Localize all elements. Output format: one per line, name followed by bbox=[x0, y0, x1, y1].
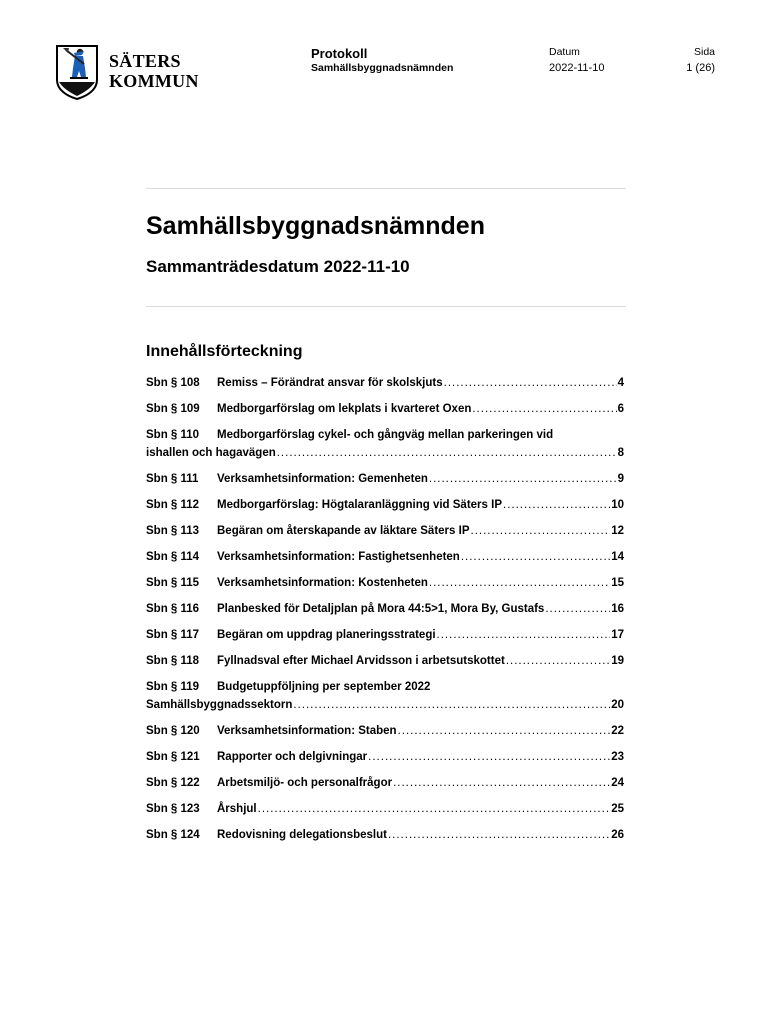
toc-entry-page: 25 bbox=[611, 803, 624, 815]
toc-entry[interactable] bbox=[146, 374, 624, 392]
header-date-value: 2022-11-10 bbox=[549, 62, 605, 74]
toc-entry[interactable] bbox=[146, 548, 624, 566]
toc-entry-number: Sbn § 109 bbox=[146, 403, 200, 415]
divider-bottom bbox=[146, 306, 626, 307]
toc-entry-number: Sbn § 116 bbox=[146, 603, 200, 615]
toc-entry-number: Sbn § 111 bbox=[146, 473, 199, 485]
toc-entry-title: Medborgarförslag om lekplats i kvarteret Oxen bbox=[217, 403, 472, 415]
toc-leader-dots bbox=[444, 374, 617, 392]
toc-entry-page: 15 bbox=[611, 577, 624, 589]
toc-entry[interactable] bbox=[146, 574, 624, 592]
toc-entry[interactable] bbox=[146, 400, 624, 418]
toc-leader-dots bbox=[368, 748, 610, 766]
toc-entry[interactable] bbox=[146, 826, 624, 844]
toc-entry-title: Verksamhetsinformation: Kostenheten bbox=[217, 577, 428, 589]
toc-entry[interactable] bbox=[146, 626, 624, 644]
toc-entry-page: 17 bbox=[611, 629, 624, 641]
toc-leader-dots bbox=[429, 574, 610, 592]
toc-entry-number: Sbn § 122 bbox=[146, 777, 200, 789]
toc-leader-dots bbox=[258, 800, 611, 818]
toc-entry-page: 23 bbox=[611, 751, 624, 763]
toc-entry[interactable] bbox=[146, 470, 624, 488]
toc-leader-dots bbox=[293, 696, 610, 714]
toc-entry-title: Remiss – Förändrat ansvar för skolskjuts bbox=[217, 377, 443, 389]
toc-entry-number: Sbn § 114 bbox=[146, 551, 200, 563]
header-page-label: Sida bbox=[693, 46, 715, 58]
toc-entry-title-continued: Samhällsbyggnadssektorn bbox=[146, 699, 293, 711]
toc-entry-page: 9 bbox=[617, 473, 624, 485]
toc-entry-title: Verksamhetsinformation: Gemenheten bbox=[217, 473, 428, 485]
toc-entry-page: 19 bbox=[611, 655, 624, 667]
toc-entry-title: Årshjul bbox=[217, 803, 257, 815]
toc-leader-dots bbox=[398, 722, 611, 740]
toc-entry-number: Sbn § 112 bbox=[146, 499, 200, 511]
toc-leader-dots bbox=[277, 444, 617, 462]
toc-entry[interactable] bbox=[146, 774, 624, 792]
toc-entry-number: Sbn § 120 bbox=[146, 725, 200, 737]
toc-leader-dots bbox=[461, 548, 610, 566]
toc-entry-title: Budgetuppföljning per september 2022 bbox=[217, 681, 431, 693]
sater-kommun-logo bbox=[55, 44, 205, 100]
toc-entry[interactable] bbox=[146, 748, 624, 766]
toc-entry-title: Redovisning delegationsbeslut bbox=[217, 829, 387, 841]
toc-entry-page: 22 bbox=[611, 725, 624, 737]
toc-entry-page: 24 bbox=[611, 777, 624, 789]
divider-top bbox=[146, 188, 626, 189]
toc-entry-title: Medborgarförslag: Högtalaranläggning vid Säters IP bbox=[217, 499, 502, 511]
toc-entry[interactable] bbox=[146, 426, 624, 462]
toc-entry-number: Sbn § 108 bbox=[146, 377, 200, 389]
toc-entry-number: Sbn § 123 bbox=[146, 803, 200, 815]
toc-leader-dots bbox=[388, 826, 610, 844]
header-doc-type: Protokoll bbox=[311, 46, 368, 61]
toc-leader-dots bbox=[393, 774, 610, 792]
toc-entry[interactable] bbox=[146, 652, 624, 670]
table-of-contents bbox=[146, 374, 624, 852]
toc-entry-number: Sbn § 118 bbox=[146, 655, 200, 667]
toc-entry-number: Sbn § 113 bbox=[146, 525, 200, 537]
toc-leader-dots bbox=[429, 470, 617, 488]
logo-line-1: SÄTERS bbox=[109, 51, 181, 71]
toc-entry-page: 26 bbox=[611, 829, 624, 841]
toc-entry-number: Sbn § 121 bbox=[146, 751, 200, 763]
toc-entry-number: Sbn § 110 bbox=[146, 429, 200, 441]
toc-entry-number: Sbn § 115 bbox=[146, 577, 200, 589]
toc-leader-dots bbox=[545, 600, 610, 618]
toc-entry-page: 6 bbox=[617, 403, 624, 415]
coat-of-arms-icon bbox=[55, 44, 99, 100]
meeting-date-heading: Sammanträdesdatum 2022-11-10 bbox=[146, 257, 410, 276]
toc-entry-page: 10 bbox=[611, 499, 624, 511]
toc-entry-title: Rapporter och delgivningar bbox=[217, 751, 368, 763]
toc-entry-page: 12 bbox=[611, 525, 624, 537]
header-date-label: Datum bbox=[549, 46, 580, 58]
toc-entry-number: Sbn § 119 bbox=[146, 681, 200, 693]
toc-entry-number: Sbn § 117 bbox=[146, 629, 200, 641]
page-title: Samhällsbyggnadsnämnden bbox=[146, 212, 485, 240]
toc-leader-dots bbox=[503, 496, 610, 514]
toc-entry-title: Begäran om uppdrag planeringsstrategi bbox=[217, 629, 436, 641]
toc-leader-dots bbox=[471, 522, 611, 540]
toc-entry-page: 20 bbox=[611, 699, 624, 711]
toc-entry-title: Arbetsmiljö- och personalfrågor bbox=[217, 777, 393, 789]
toc-leader-dots bbox=[506, 652, 610, 670]
toc-entry-title: Planbesked för Detaljplan på Mora 44:5>1, Mora By, Gustafs bbox=[217, 603, 545, 615]
toc-entry-title-continued: ishallen och hagavägen bbox=[146, 447, 276, 459]
toc-entry[interactable] bbox=[146, 496, 624, 514]
toc-entry[interactable] bbox=[146, 722, 624, 740]
toc-leader-dots bbox=[472, 400, 616, 418]
toc-entry-title: Fyllnadsval efter Michael Arvidsson i arbetsutskottet bbox=[217, 655, 505, 667]
toc-entry-number: Sbn § 124 bbox=[146, 829, 200, 841]
toc-entry-page: 16 bbox=[611, 603, 624, 615]
toc-entry-title: Verksamhetsinformation: Staben bbox=[217, 725, 397, 737]
toc-leader-dots bbox=[437, 626, 611, 644]
toc-entry-title: Verksamhetsinformation: Fastighetsenheten bbox=[217, 551, 460, 563]
toc-entry-page: 8 bbox=[617, 447, 624, 459]
header-body: Samhällsbyggnadsnämnden bbox=[311, 62, 454, 74]
header-page-value: 1 (26) bbox=[686, 62, 715, 74]
toc-entry[interactable] bbox=[146, 800, 624, 818]
toc-entry[interactable] bbox=[146, 600, 624, 618]
toc-entry-title: Medborgarförslag cykel- och gångväg mellan parkeringen vid bbox=[217, 429, 554, 441]
toc-entry-page: 4 bbox=[617, 377, 624, 389]
toc-heading: Innehållsförteckning bbox=[146, 343, 303, 360]
toc-entry[interactable] bbox=[146, 522, 624, 540]
toc-entry-page: 14 bbox=[611, 551, 624, 563]
toc-entry-title: Begäran om återskapande av läktare Säters IP bbox=[217, 525, 470, 537]
logo-line-2: KOMMUN bbox=[109, 71, 199, 91]
toc-entry[interactable] bbox=[146, 678, 624, 714]
